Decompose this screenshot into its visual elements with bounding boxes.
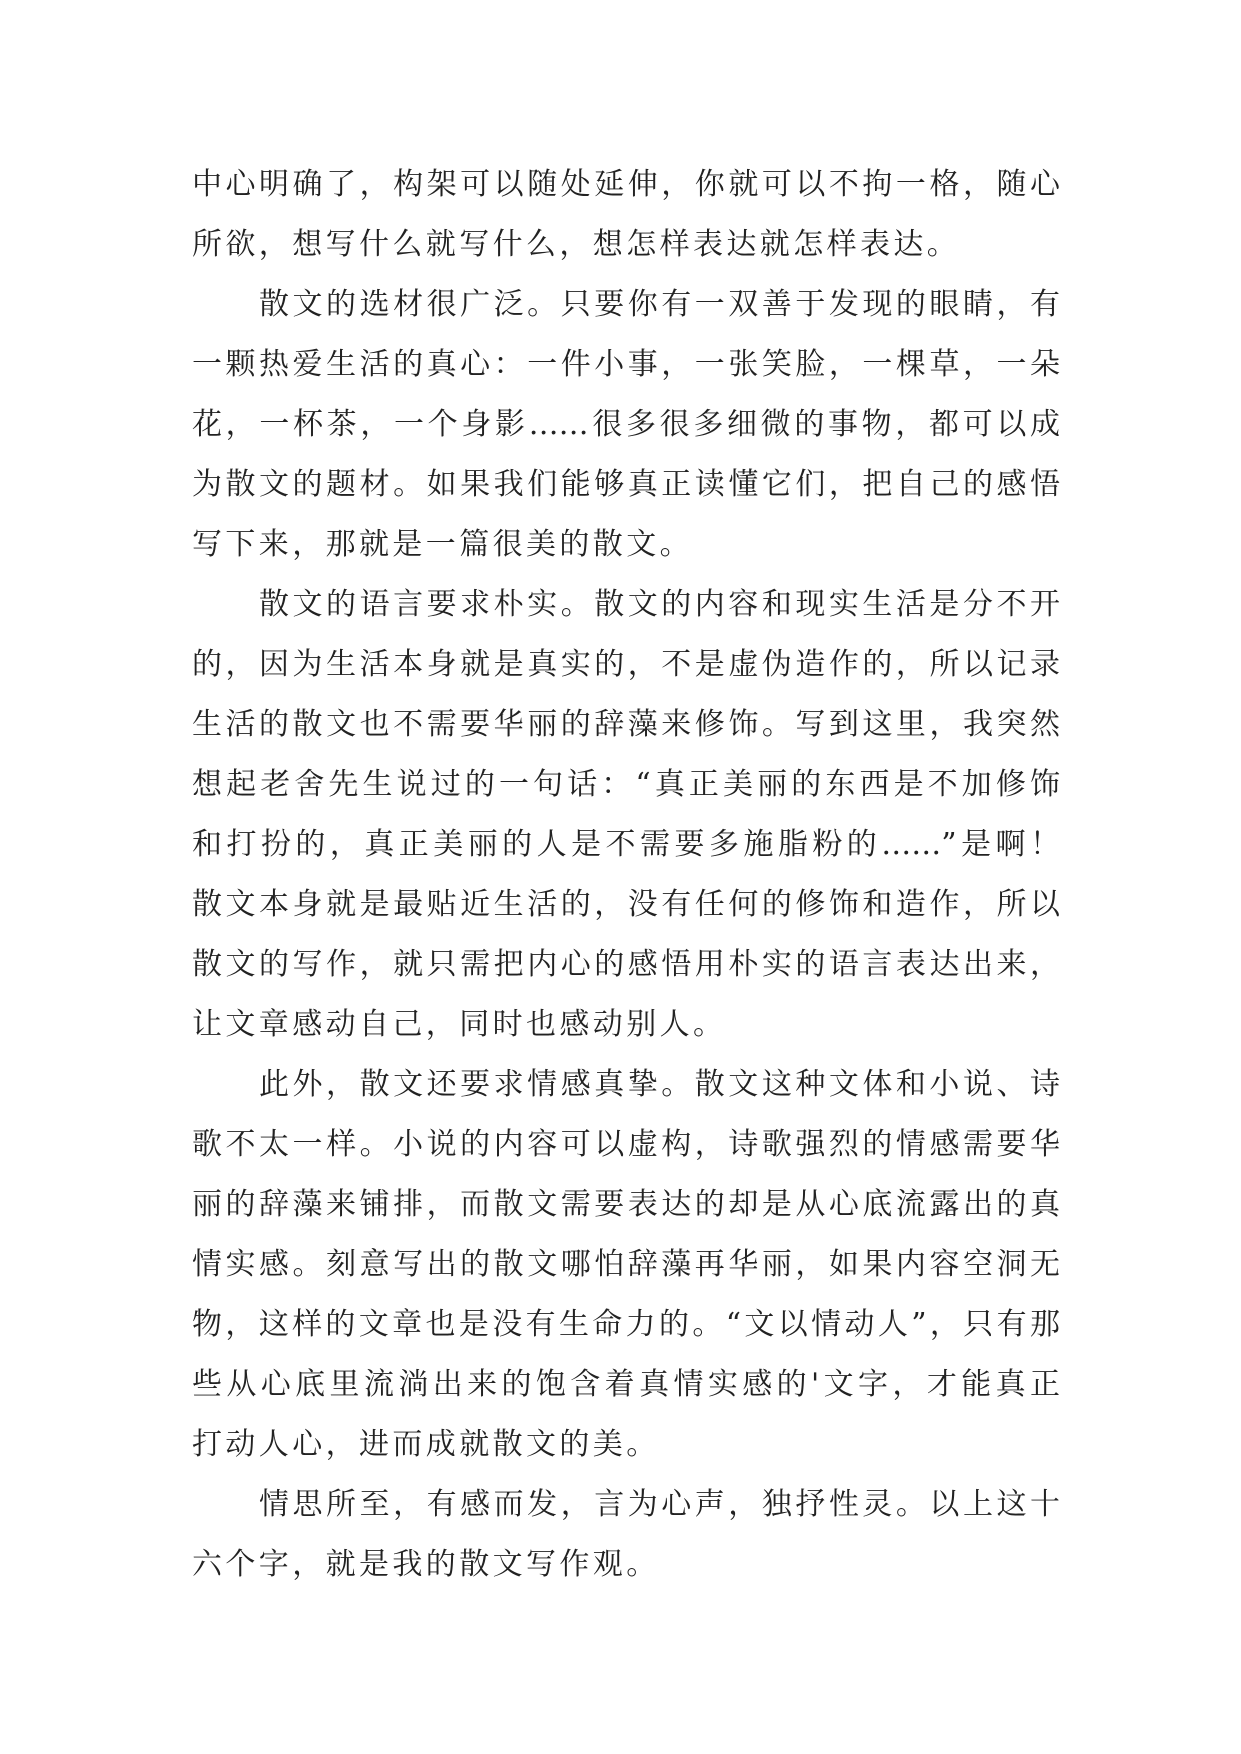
text-line: 和打扮的，真正美丽的人是不需要多施脂粉的……”是啊！ <box>192 827 1060 862</box>
paragraph <box>192 575 1060 1055</box>
paragraph <box>192 155 1060 275</box>
text-line: 散文的语言要求朴实。散文的内容和现实生活是分不开 <box>259 587 1060 622</box>
text-line: 物，这样的文章也是没有生命力的。“文以情动人”，只有那 <box>192 1307 1060 1342</box>
text-line: 些从心底里流淌出来的饱含着真情实感的'文字，才能真正 <box>192 1367 1060 1402</box>
text-line: 散文的选材很广泛。只要你有一双善于发现的眼睛，有 <box>259 287 1060 322</box>
text-line: 一颗热爱生活的真心：一件小事，一张笑脸，一棵草，一朵 <box>192 347 1060 382</box>
text-line: 歌不太一样。小说的内容可以虚构，诗歌强烈的情感需要华 <box>192 1127 1060 1162</box>
text-line: 丽的辞藻来铺排，而散文需要表达的却是从心底流露出的真 <box>192 1187 1060 1222</box>
body-text <box>192 155 1060 1595</box>
text-line: 散文本身就是最贴近生活的，没有任何的修饰和造作，所以 <box>192 887 1060 922</box>
text-line: 为散文的题材。如果我们能够真正读懂它们，把自己的感悟 <box>192 467 1060 502</box>
paragraph <box>192 1055 1060 1475</box>
text-line: 中心明确了，构架可以随处延伸，你就可以不拘一格，随心 <box>192 167 1060 202</box>
text-line: 生活的散文也不需要华丽的辞藻来修饰。写到这里，我突然 <box>192 707 1060 742</box>
text-line: 情实感。刻意写出的散文哪怕辞藻再华丽，如果内容空洞无 <box>192 1247 1060 1282</box>
text-line: 打动人心，进而成就散文的美。 <box>192 1427 660 1462</box>
paragraph <box>192 275 1060 575</box>
text-line: 花，一杯茶，一个身影……很多很多细微的事物，都可以成 <box>192 407 1060 442</box>
text-line: 情思所至，有感而发，言为心声，独抒性灵。以上这十 <box>259 1487 1060 1522</box>
text-line: 所欲，想写什么就写什么，想怎样表达就怎样表达。 <box>192 227 961 262</box>
text-line: 六个字，就是我的散文写作观。 <box>192 1547 660 1582</box>
text-line: 写下来，那就是一篇很美的散文。 <box>192 527 693 562</box>
paragraph <box>192 1475 1060 1595</box>
text-line: 想起老舍先生说过的一句话：“真正美丽的东西是不加修饰 <box>192 767 1060 802</box>
text-line: 的，因为生活本身就是真实的，不是虚伪造作的，所以记录 <box>192 647 1060 682</box>
text-line: 此外，散文还要求情感真挚。散文这种文体和小说、诗 <box>259 1067 1060 1102</box>
text-line: 散文的写作，就只需把内心的感悟用朴实的语言表达出来， <box>192 947 1060 982</box>
text-line: 让文章感动自己，同时也感动别人。 <box>192 1007 727 1042</box>
